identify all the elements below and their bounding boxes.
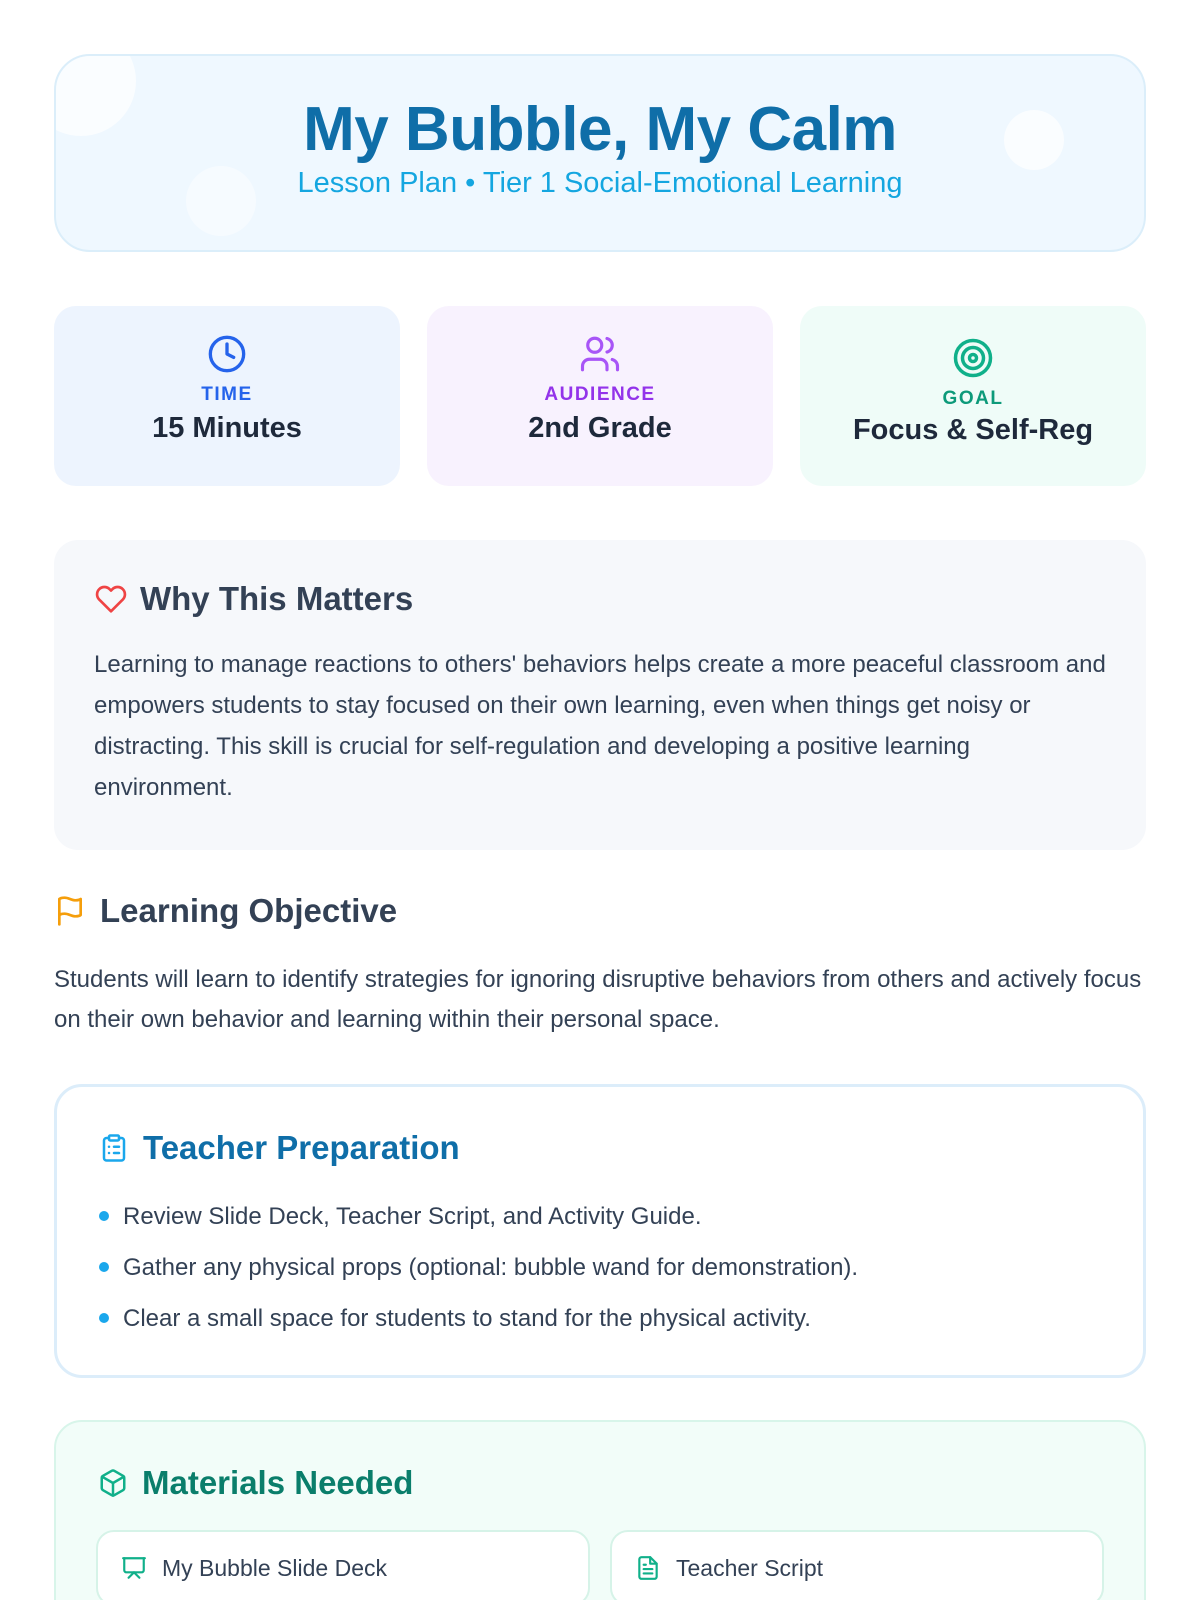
target-icon [800, 332, 1146, 376]
list-item: Review Slide Deck, Teacher Script, and Activity Guide. [97, 1191, 1103, 1242]
learning-objective-section [54, 892, 1146, 1040]
header-card [54, 54, 1146, 252]
stat-label: GOAL [942, 388, 1004, 409]
teacher-preparation-card [54, 1084, 1146, 1378]
document-icon [634, 1554, 662, 1582]
section-heading-text: Learning Objective [100, 892, 398, 929]
section-heading [97, 1129, 1103, 1167]
section-heading-text: Teacher Preparation [143, 1129, 460, 1166]
material-label: Teacher Script [676, 1554, 824, 1581]
list-item: Clear a small space for students to stand for the physical activity. [97, 1293, 1103, 1344]
stat-label: AUDIENCE [544, 384, 656, 405]
material-item-teacher-script[interactable] [610, 1530, 1104, 1600]
box-icon [96, 1466, 130, 1500]
section-heading [94, 580, 1106, 618]
lesson-stats [54, 306, 1146, 486]
material-label: My Bubble Slide Deck [162, 1554, 387, 1581]
why-text: Learning to manage reactions to others' behaviors helps create a more peaceful classroom and empowers students to stay focused on their own learning, even when things get noisy or distracting. This skill is crucial for self-regulation and developing a positive learning environment. [94, 651, 1106, 801]
stat-card-time [54, 306, 400, 486]
stat-card-audience [427, 306, 773, 486]
list-item: Gather any physical props (optional: bubble wand for demonstration). [97, 1242, 1103, 1293]
stat-label: TIME [201, 384, 253, 405]
section-heading [96, 1464, 1104, 1502]
page-subtitle: Lesson Plan • Tier 1 Social-Emotional Learning [297, 167, 903, 200]
clipboard-icon [97, 1131, 131, 1165]
materials-needed-card [54, 1420, 1146, 1600]
section-heading-text: Why This Matters [140, 580, 414, 617]
stat-value: 15 Minutes [152, 412, 302, 444]
stat-card-goal [800, 306, 1146, 486]
stat-value: 2nd Grade [528, 412, 672, 444]
stat-value: Focus & Self-Reg [852, 414, 1094, 446]
page-title: My Bubble, My Calm [303, 95, 897, 164]
users-icon [427, 332, 773, 376]
clock-icon [54, 332, 400, 376]
section-heading-text: Materials Needed [142, 1464, 414, 1501]
materials-grid [96, 1530, 1104, 1600]
objective-text: Students will learn to identify strategies for ignoring disruptive behaviors from others and actively focus on their own behavior and learning within their personal space. [54, 966, 1142, 1033]
flag-icon [54, 894, 88, 928]
heart-icon [94, 582, 128, 616]
why-this-matters-card [54, 540, 1146, 850]
presentation-icon [120, 1554, 148, 1582]
material-item-slide-deck[interactable] [96, 1530, 590, 1600]
section-heading [54, 892, 1146, 930]
preparation-list [97, 1191, 1103, 1344]
